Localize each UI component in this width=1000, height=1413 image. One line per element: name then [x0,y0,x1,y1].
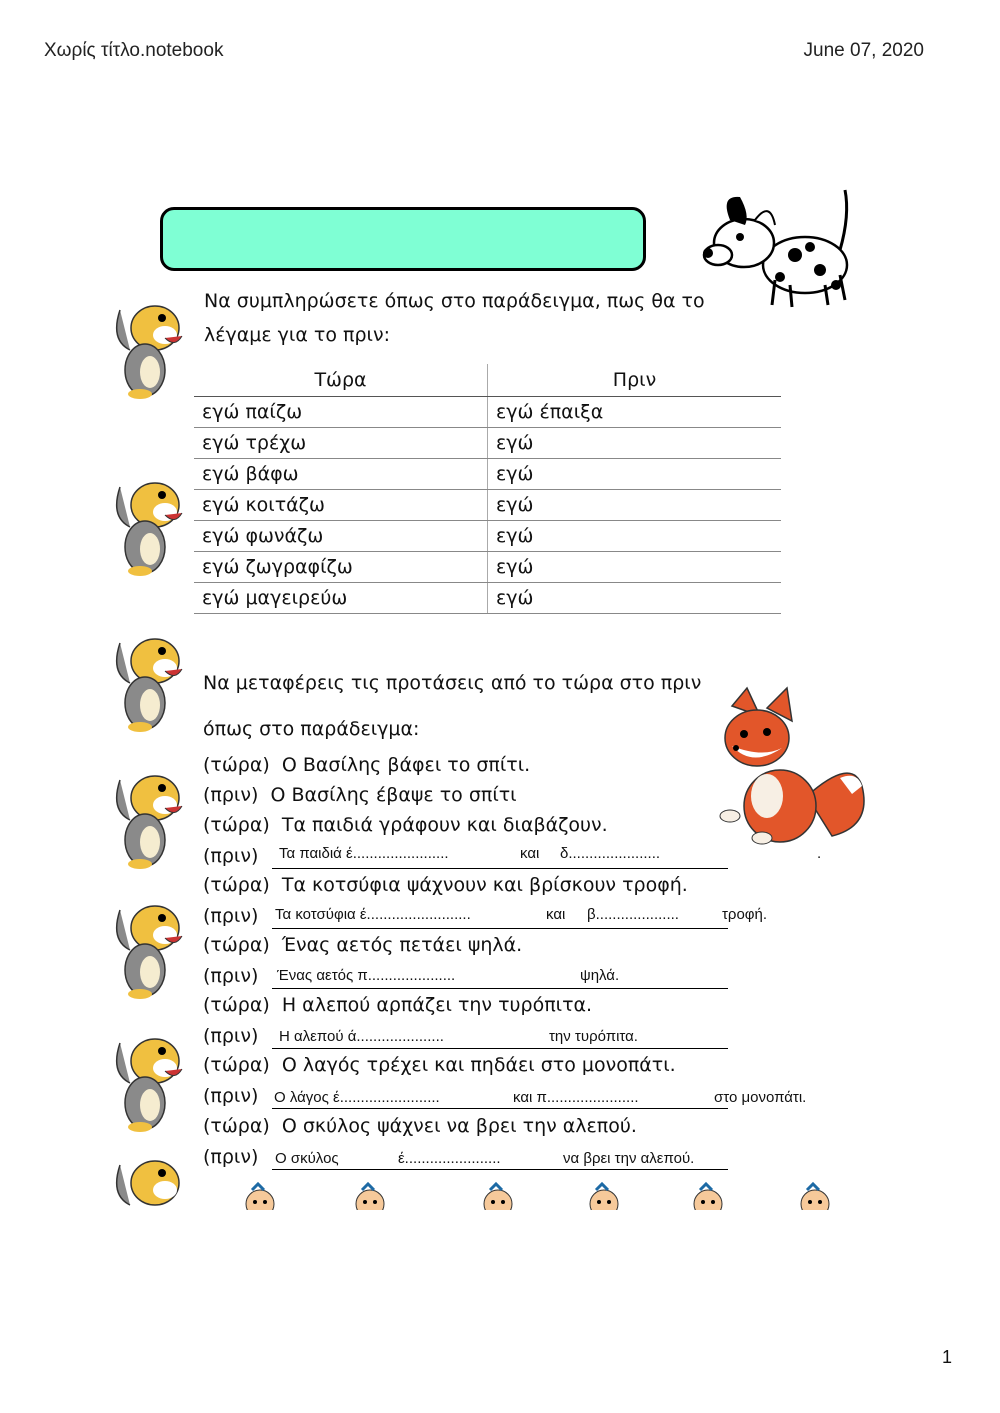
baby-face-illustration [246,1184,274,1210]
answer-hint: Τα κοτσύφια έ......................... [275,906,471,923]
sentence-now-line [203,814,608,836]
table-row [194,552,781,583]
document-date: June 07, 2020 [803,40,924,61]
instructions-1 [204,284,764,352]
answer-hint: να βρει την αλεπού. [563,1150,695,1167]
fox-illustration [712,686,872,851]
label-now: (τώρα) [203,754,270,776]
cell-before[interactable]: εγώ [488,459,782,490]
answer-hint: Η αλεπού ά..................... [279,1028,444,1045]
cell-now: εγώ βάφω [194,459,488,490]
sentence-now-text: Ένας αετός πετάει ψηλά. [281,934,523,956]
sentence-now-line [203,1115,637,1137]
rabbit-illustration [110,755,190,875]
answer-hint: έ....................... [398,1150,501,1167]
instructions-1-line2: λέγαμε για το πριν: [204,324,390,346]
document-title: Χωρίς τίτλο.notebook [44,40,224,61]
answer-hint: δ...................... [560,845,661,862]
baby-face-illustration [801,1184,829,1210]
table-row [194,428,781,459]
cell-now: εγώ παίζω [194,397,488,428]
sentence-now-text: Ο λαγός τρέχει και πηδάει στο μονοπάτι. [281,1054,676,1076]
sentence-before-label: (πριν) [203,1146,259,1168]
baby-face-illustration [694,1184,722,1210]
table-row [194,583,781,614]
column-header-before: Πριν [488,364,782,397]
label-now: (τώρα) [203,814,270,836]
sentence-now-line [203,1054,676,1076]
answer-hint: Ένας αετός π..................... [277,967,456,984]
sentence-now-text: Τα παιδιά γράφουν και διαβάζουν. [281,814,608,836]
sentence-now-text: Ο σκύλος ψάχνει να βρει την αλεπού. [281,1115,637,1137]
answer-hint: και [520,845,540,862]
answer-hint: στο μονοπάτι. [714,1089,807,1106]
sentence-before-label: (πριν) [203,845,259,867]
cell-now: εγώ κοιτάζω [194,490,488,521]
sentence-before-label: (πριν) [203,1025,259,1047]
cell-before[interactable]: εγώ [488,552,782,583]
example-before-text: Ο Βασίλης έβαψε το σπίτι [270,784,517,806]
baby-face-border [230,1180,850,1210]
label-now: (τώρα) [203,994,270,1016]
cell-before[interactable]: εγώ [488,428,782,459]
answer-hint: την τυρόπιτα. [549,1028,638,1045]
answer-hint: ψηλά. [580,967,620,984]
sentence-now-text: Τα κοτσύφια ψάχνουν και βρίσκουν τροφή. [281,874,688,896]
cell-before[interactable]: εγώ [488,583,782,614]
cell-before[interactable]: εγώ έπαιξα [488,397,782,428]
column-header-now: Τώρα [194,364,488,397]
example-before-line [203,784,517,806]
answer-hint: και π...................... [513,1089,639,1106]
sentence-now-text: Η αλεπού αρπάζει την τυρόπιτα. [281,994,593,1016]
rabbit-illustration [110,885,190,1005]
example-now-line [203,754,530,776]
cell-before[interactable]: εγώ [488,490,782,521]
sentence-before-label: (πριν) [203,905,259,927]
rabbit-illustration [110,290,190,400]
label-now: (τώρα) [203,874,270,896]
sentence-before-label: (πριν) [203,1085,259,1107]
answer-hint: Τα παιδιά έ....................... [279,845,449,862]
instructions-2-line1: Να μεταφέρεις τις προτάσεις από το τώρα στο πριν [203,672,702,694]
cell-before[interactable]: εγώ [488,521,782,552]
instructions-2-line2: όπως στο παράδειγμα: [203,718,420,740]
page-number: 1 [941,1347,952,1367]
baby-face-illustration [356,1184,384,1210]
cell-now: εγώ ζωγραφίζω [194,552,488,583]
table-row [194,521,781,552]
example-now-text: Ο Βασίλης βάφει το σπίτι. [281,754,531,776]
sentence-before-label: (πριν) [203,965,259,987]
baby-face-illustration [590,1184,618,1210]
title-box [160,207,646,271]
sentence-now-line [203,994,592,1016]
baby-face-illustration [484,1184,512,1210]
label-now: (τώρα) [203,1054,270,1076]
cell-now: εγώ φωνάζω [194,521,488,552]
label-now: (τώρα) [203,1115,270,1137]
table-row [194,397,781,428]
answer-hint: β.................... [587,906,679,923]
label-now: (τώρα) [203,934,270,956]
sentence-now-line [203,874,688,896]
table-row [194,459,781,490]
answer-hint: και [546,906,566,923]
rabbit-illustration [110,1018,190,1138]
table-row [194,490,781,521]
cell-now: εγώ μαγειρεύω [194,583,488,614]
rabbit-illustration [110,462,190,582]
instructions-2 [203,660,701,752]
answer-hint: . [817,845,822,862]
answer-hint: τροφή. [722,906,768,923]
label-before: (πριν) [203,784,259,806]
conjugation-table [194,364,781,614]
rabbit-illustration [110,618,190,738]
answer-hint: Ο λάγος έ........................ [274,1089,440,1106]
rabbit-illustration [110,1145,190,1207]
instructions-1-line1: Να συμπληρώσετε όπως στο παράδειγμα, πως θα το [204,290,705,312]
answer-hint: Ο σκύλος [275,1150,339,1167]
cell-now: εγώ τρέχω [194,428,488,459]
sentence-now-line [203,934,522,956]
